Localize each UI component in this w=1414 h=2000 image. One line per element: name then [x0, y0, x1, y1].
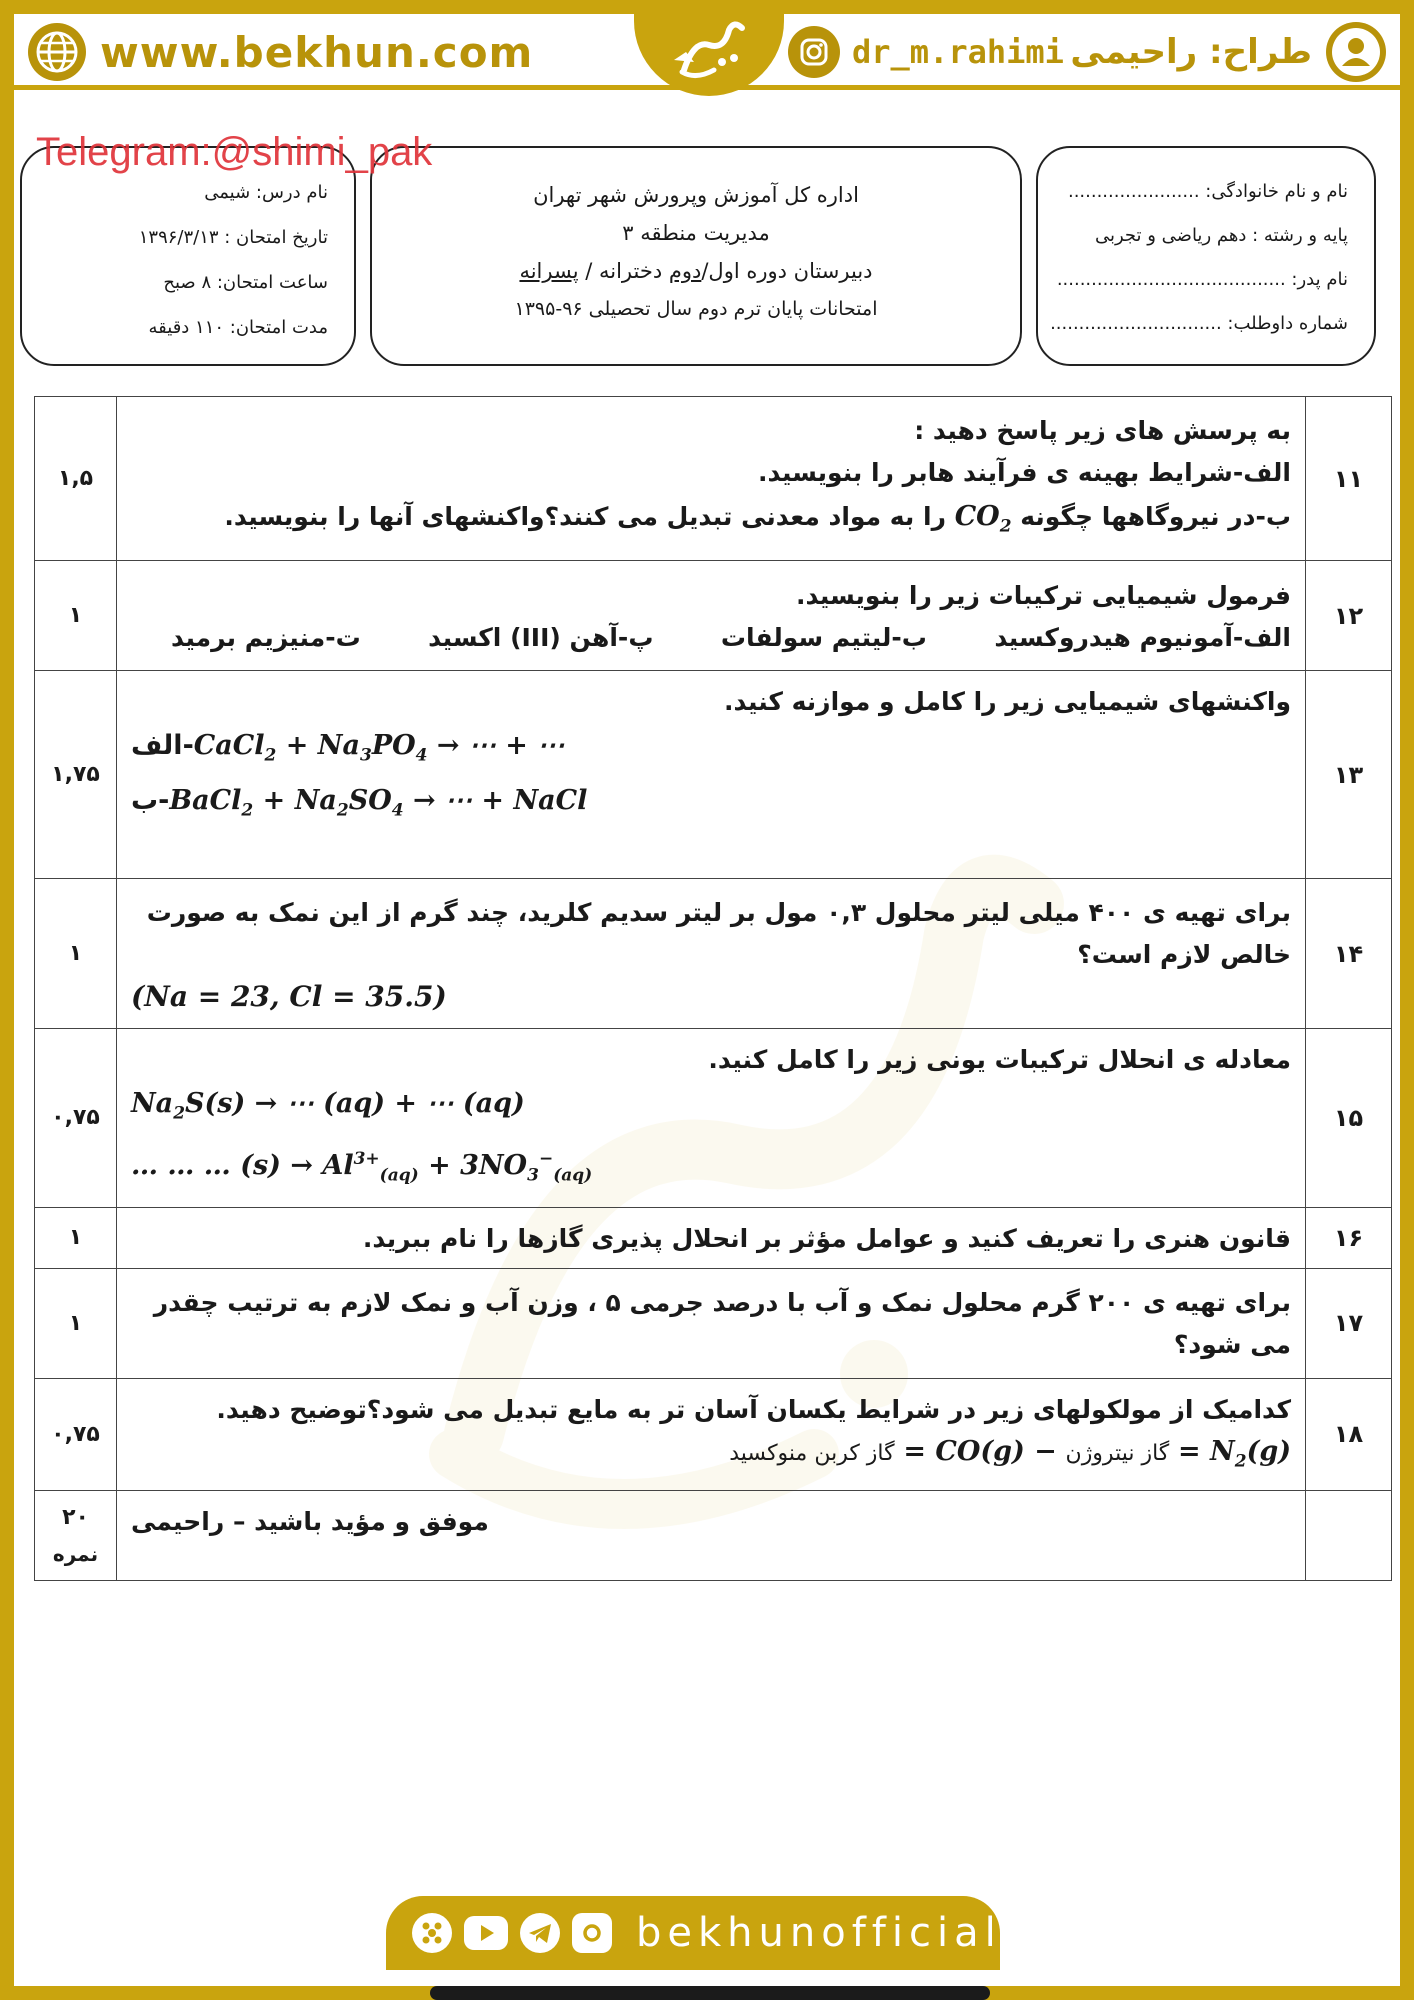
compound-list: الف-آمونیوم هیدروکسید ب-لیتیم سولفات پ-آهن (III) اکسید ت-منیزیم برمید [171, 622, 1291, 652]
question-body: برای تهیه ی ۲۰۰ گرم محلول نمک و آب با درصد جرمی ۵ ، وزن آب و نمک لازم به ترتیب چقدر می شود؟ [117, 1268, 1306, 1378]
telegram-icon[interactable] [520, 1913, 560, 1953]
youtube-icon[interactable] [464, 1916, 508, 1950]
top-banner [14, 14, 1400, 90]
molecule-options: $N_2(g)$ = گاز نیتروژن − CO(g) = گاز کربن منوکسید [729, 1435, 1291, 1472]
question-number: ۱۷ [1306, 1268, 1392, 1378]
question-score: ۰,۷۵ [35, 1029, 117, 1208]
table-row [35, 1268, 1392, 1378]
table-row [35, 671, 1392, 879]
exam-date-field: تاریخ امتحان : ۱۳۹۶/۳/۱۳ [138, 227, 328, 248]
instagram-icon[interactable] [572, 1913, 612, 1953]
question-score: ۱,۵ [35, 397, 117, 561]
table-row [35, 397, 1392, 561]
question-body: واکنشهای شیمیایی زیر را کامل و موازنه کنید. الف-CaCl$_2$ + $Na_3PO_4$ → ⋯ + ⋯ ب-BaCl$_2$ + $Na_2SO_4$ → ⋯ + NaCl [117, 671, 1306, 879]
exam-duration-field: مدت امتحان: ۱۱۰ دقیقه [148, 317, 328, 338]
question-body: قانون هنری را تعریف کنید و عوامل مؤثر بر انحلال پذیری گازها را نام ببرید. [117, 1207, 1306, 1268]
question-number: ۱۳ [1306, 671, 1392, 879]
table-row [35, 1491, 1392, 1581]
table-row [35, 1207, 1392, 1268]
student-name-field: نام و نام خانوادگی: ....................... [1067, 181, 1348, 202]
candidate-number-field: شماره داوطلب: .............................. [1050, 313, 1348, 334]
father-name-field: نام پدر: ........................................ [1056, 269, 1348, 290]
atomic-mass-data: (Na = 23, Cl = 35.5) [131, 979, 447, 1013]
school-info-box [370, 146, 1022, 366]
grade-field: پایه و رشته : دهم ریاضی و تجربی [1094, 225, 1348, 246]
user-icon [1326, 22, 1386, 82]
aparat-icon[interactable] [412, 1913, 452, 1953]
exam-page [14, 14, 1400, 1986]
instagram-icon [788, 26, 840, 78]
subject-field: نام درس: شیمی [204, 182, 328, 203]
question-number: ۱۵ [1306, 1029, 1392, 1208]
banner-shadow [430, 1986, 990, 2000]
bekhun-logo [634, 0, 784, 96]
district-title: مدیریت منطقه ۳ [622, 221, 770, 245]
table-row [35, 879, 1392, 1029]
question-body: برای تهیه ی ۴۰۰ میلی لیتر محلول ۰,۳ مول بر لیتر سدیم کلرید، چند گرم از این نمک به صورت خالص لازم است؟ (Na = 23, Cl = 35.5) [117, 879, 1306, 1029]
instagram-block[interactable] [788, 24, 1064, 80]
exam-info-box [20, 146, 356, 366]
question-body: فرمول شیمیایی ترکیبات زیر را بنویسید. الف-آمونیوم هیدروکسید ب-لیتیم سولفات پ-آهن (III) اکسید ت-منیزیم برمید [117, 561, 1306, 671]
question-score: ۱ [35, 561, 117, 671]
table-row [35, 561, 1392, 671]
question-score: ۰,۷۵ [35, 1378, 117, 1490]
office-title: اداره کل آموزش وپرورش شهر تهران [533, 183, 859, 207]
closing-note: موفق و مؤید باشید – راحیمی [117, 1491, 1306, 1581]
designer-block [1070, 22, 1386, 82]
school-type: دبیرستان دوره اول/دوم دخترانه / پسرانه [519, 259, 873, 283]
exam-term: امتحانات پایان ترم دوم سال تحصیلی ۹۶-۱۳۹۵ [514, 298, 878, 320]
question-score: ۱ [35, 879, 117, 1029]
question-score: ۱ [35, 1207, 117, 1268]
website-url[interactable]: www.bekhun.com [100, 27, 534, 77]
question-number: ۱۶ [1306, 1207, 1392, 1268]
table-row [35, 1029, 1392, 1208]
social-banner [386, 1896, 1000, 1970]
reaction-b: ب-BaCl$_2$ + $Na_2SO_4$ → ⋯ + NaCl [131, 785, 588, 821]
question-number: ۱۴ [1306, 879, 1392, 1029]
exam-time-field: ساعت امتحان: ۸ صبح [163, 272, 328, 293]
social-handle[interactable]: bekhunofficial [636, 1910, 1002, 1956]
student-info-box [1036, 146, 1376, 366]
question-number: ۱۱ [1306, 397, 1392, 561]
empty-cell [1306, 1491, 1392, 1581]
question-body: کدامیک از مولکولهای زیر در شرایط یکسان آسان تر به مایع تبدیل می شود؟توضیح دهید. $N_2(g)$ = گاز نیتروژن − CO(g) = گاز کربن منوکسید [117, 1378, 1306, 1490]
question-body: به پرسش های زیر پاسخ دهید : الف-شرایط بهینه ی فرآیند هابر را بنویسید. ب-در نیروگاهها چگونه $CO_2$ را به مواد معدنی تبدیل می کنند؟واکنشهای آنها را بنویسید. [117, 397, 1306, 561]
question-number: ۱۸ [1306, 1378, 1392, 1490]
website-block[interactable] [28, 22, 533, 82]
dissolution-b: … … … $(s) \to Al^{3+}_{(aq)} + 3NO_3^-_{(aq)}$ [131, 1149, 593, 1186]
total-score: ۲۰ نمره [35, 1491, 117, 1581]
question-body: معادله ی انحلال ترکیبات یونی زیر را کامل کنید. $Na_2S(s)$ → ⋯ (aq) + ⋯ (aq) … … … $(s) \to Al^{3+}_{(aq)} + 3NO_3^-_{(aq)}$ [117, 1029, 1306, 1208]
table-row [35, 1378, 1392, 1490]
question-score: ۱ [35, 1268, 117, 1378]
question-score: ۱,۷۵ [35, 671, 117, 879]
designer-label: طراح: راحیمی [1070, 32, 1312, 72]
questions-table [34, 396, 1392, 1581]
instagram-handle[interactable]: dr_m.rahimi [852, 33, 1064, 71]
reaction-a: الف-CaCl$_2$ + $Na_3PO_4$ → ⋯ + ⋯ [131, 730, 565, 766]
globe-icon [28, 23, 86, 81]
question-number: ۱۲ [1306, 561, 1392, 671]
telegram-watermark: Telegram:@shimi_pak [36, 130, 433, 174]
dissolution-a: $Na_2S(s)$ → ⋯ (aq) + ⋯ (aq) [131, 1088, 525, 1124]
